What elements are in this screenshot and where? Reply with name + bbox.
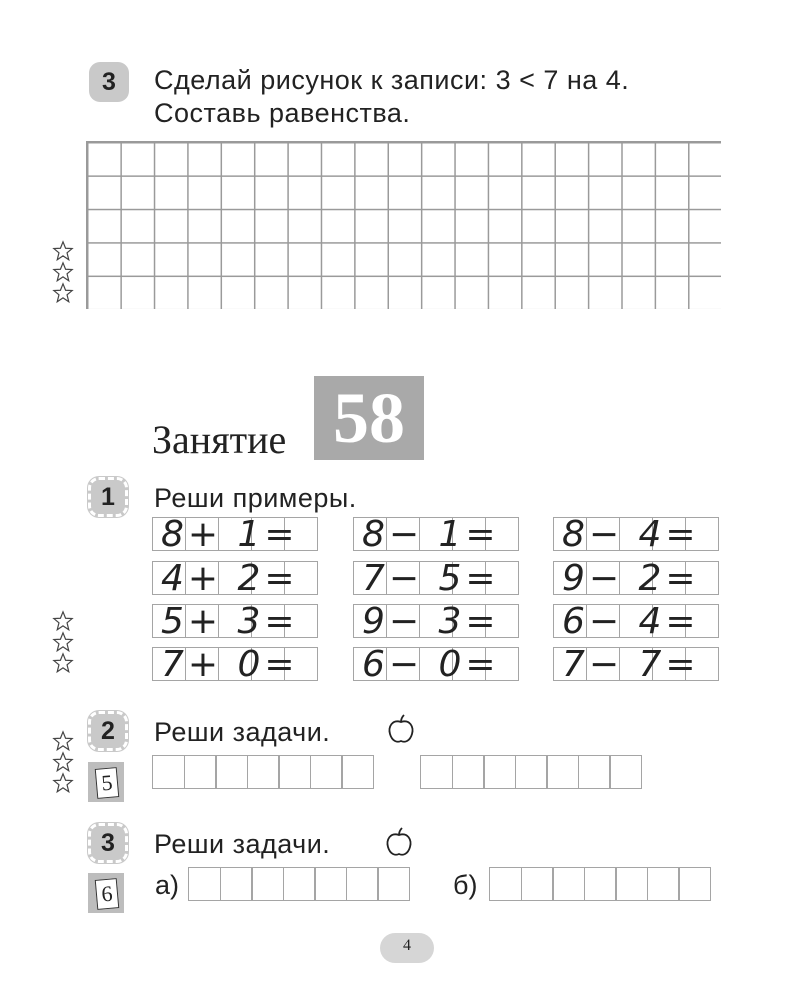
equation-box[interactable] (353, 644, 519, 685)
task-text: Реши задачи. (154, 829, 331, 859)
equation-box[interactable] (152, 644, 318, 685)
task-text: Реши задачи. (154, 717, 331, 747)
equation-box[interactable] (353, 514, 519, 555)
task-number: 3 (102, 67, 116, 96)
equation-box[interactable] (553, 644, 719, 685)
answer-cells[interactable] (152, 755, 374, 789)
lesson-title: Занятие (152, 417, 287, 462)
equation-text: 9− 3= (362, 601, 500, 642)
equation-text: 4+ 2= (161, 558, 299, 599)
star-outline-icon (52, 261, 74, 283)
equation-text: 7+ 0= (161, 644, 299, 685)
equation-box[interactable] (353, 601, 519, 642)
label-a: а) (155, 870, 180, 900)
drawing-grid[interactable] (86, 141, 721, 309)
equation-text: 5+ 3= (161, 601, 299, 642)
task-number-badge (88, 823, 128, 863)
task-number: 1 (101, 482, 115, 511)
equation-text: 8+ 1= (161, 514, 299, 555)
equation-text: 7− 5= (362, 558, 500, 599)
task-text-line1: Сделай рисунок к записи: 3 < 7 на 4. (154, 65, 630, 95)
task-number: 3 (101, 828, 115, 857)
apple-icon (386, 713, 416, 745)
equation-text: 6− 0= (362, 644, 500, 685)
difficulty-stars (52, 610, 78, 673)
lesson-number: 58 (314, 376, 424, 460)
task-number-badge (89, 62, 129, 102)
apple-icon (384, 826, 414, 858)
star-outline-icon (52, 772, 74, 794)
card-icon (88, 873, 124, 913)
equation-box[interactable] (553, 601, 719, 642)
task-text: Реши примеры. (154, 483, 357, 513)
task-number-badge (88, 477, 128, 517)
page-number: 4 (403, 937, 411, 954)
difficulty-stars (52, 240, 78, 303)
equation-text: 6− 4= (562, 601, 700, 642)
equation-text: 7− 7= (562, 644, 700, 685)
answer-cells-a[interactable] (188, 867, 410, 901)
star-outline-icon (52, 610, 74, 632)
equation-box[interactable] (152, 514, 318, 555)
star-outline-icon (52, 240, 74, 262)
task-number-badge (88, 711, 128, 751)
equation-box[interactable] (553, 558, 719, 599)
task-text-line2: Составь равенства. (154, 98, 411, 128)
card-number: 5 (95, 767, 120, 799)
star-outline-icon (52, 652, 74, 674)
label-b: б) (453, 870, 478, 900)
card-icon (88, 762, 124, 802)
task-number: 2 (101, 716, 115, 745)
star-outline-icon (52, 282, 74, 304)
equation-box[interactable] (353, 558, 519, 599)
equation-box[interactable] (152, 558, 318, 599)
difficulty-stars (52, 730, 78, 793)
equation-box[interactable] (553, 514, 719, 555)
equation-text: 8− 1= (362, 514, 500, 555)
answer-cells[interactable] (420, 755, 642, 789)
task-text (154, 64, 629, 130)
equation-box[interactable] (152, 601, 318, 642)
answer-cells-b[interactable] (489, 867, 711, 901)
star-outline-icon (52, 751, 74, 773)
card-number: 6 (95, 878, 120, 910)
star-outline-icon (52, 631, 74, 653)
equation-text: 8− 4= (562, 514, 700, 555)
page-number-badge (380, 933, 434, 963)
equation-text: 9− 2= (562, 558, 700, 599)
star-outline-icon (52, 730, 74, 752)
